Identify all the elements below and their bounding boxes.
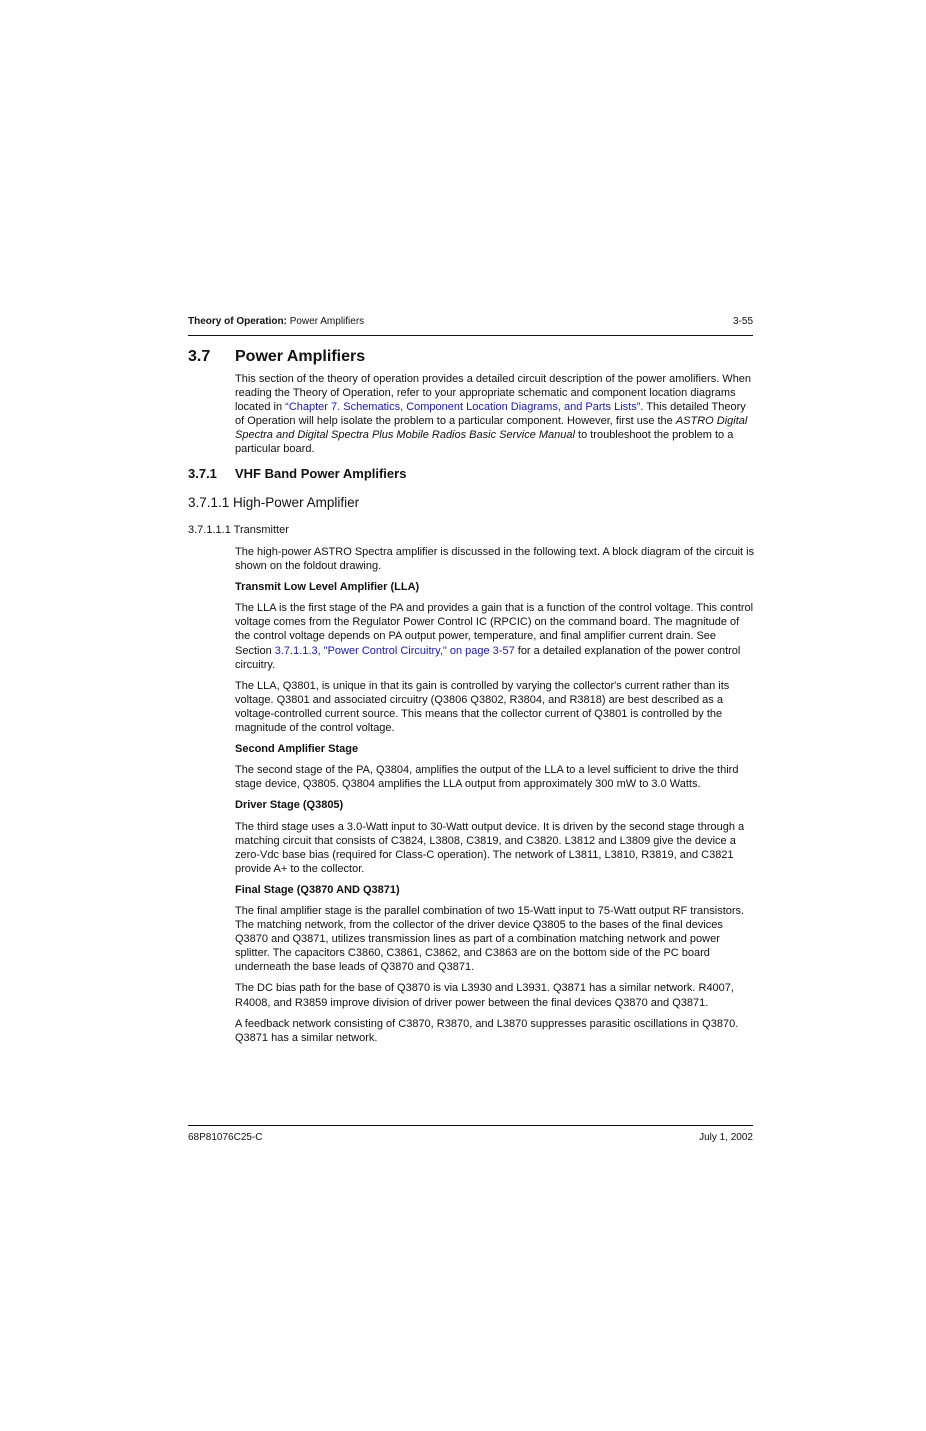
intro-text-3: to troubleshoot the problem to a particular board. <box>235 429 734 456</box>
section-heading <box>188 348 365 366</box>
header-page-number: 3-55 <box>732 316 753 327</box>
header-section <box>188 316 364 327</box>
driver-stage-heading: Driver Stage (Q3805) <box>235 799 344 812</box>
second-stage-heading: Second Amplifier Stage <box>235 743 359 756</box>
footer-doc-number: 68P81076C25-C <box>188 1132 263 1143</box>
lla-text-1: The LLA is the first stage of the PA and provides a gain that is a function of the control voltage. This control voltage comes from the Regulator Power Control IC (RPCIC) on the command board. The magnitude of the control voltage depends on PA output power, temperature, and final amplifier current drain. See Section <box>235 602 754 657</box>
power-control-link[interactable]: 3.7.1.1.3, "Power Control Circuitry," on page 3-57 <box>274 644 515 657</box>
header-rule <box>188 335 753 336</box>
footer-rule <box>188 1125 753 1126</box>
section-number: 3.7 <box>188 348 211 365</box>
subsection-heading <box>188 466 406 481</box>
final-stage-paragraph-2: The DC bias path for the base of Q3870 is via L3930 and L3931. Q3871 has a similar network. R4007, R4008, and R3859 improve division of driver power between the final devices Q3870 and Q3871. <box>235 982 734 1009</box>
subsection-number: 3.7.1 <box>188 466 217 481</box>
second-stage-paragraph: The second stage of the PA, Q3804, amplifies the output of the LLA to a level sufficient to drive the third stage device, Q3805. Q3804 amplifies the LLA output from approximately 300 mW to 3.0 Watts. <box>235 764 739 791</box>
footer-date: July 1, 2002 <box>699 1132 753 1143</box>
final-stage-paragraph-1: The final amplifier stage is the parallel combination of two 15-Watt input to 75-Watt output RF transistors. The matching network, from the collector of the driver device Q3805 to the bases of the final devices Q3870 and Q3871, utilizes transmission lines as part of a combination matching network and power splitter. The capacitors C3860, C3861, C3862, and C3863 are on the bottom side of the PC board underneath the base leads of Q3870 and Q3871. <box>235 904 745 974</box>
transmitter-intro: The high-power ASTRO Spectra amplifier is discussed in the following text. A block diagram of the circuit is shown on the foldout drawing. <box>235 546 755 573</box>
chapter7-link[interactable]: “Chapter 7. Schematics, Component Location Diagrams, and Parts Lists” <box>285 401 641 414</box>
running-header <box>188 316 753 332</box>
intro-paragraph <box>235 372 755 457</box>
subsection-title: VHF Band Power Amplifiers <box>235 466 407 481</box>
final-stage-paragraph-3: A feedback network consisting of C3870, R3870, and L3870 suppresses parasitic oscillations in Q3870. Q3871 has a similar network. <box>235 1017 739 1044</box>
subsubsection-heading: 3.7.1.1 High-Power Amplifier <box>188 495 360 510</box>
lla-heading: Transmit Low Level Amplifier (LLA) <box>235 581 420 594</box>
driver-stage-paragraph: The third stage uses a 3.0-Watt input to 30-Watt output device. It is driven by the second stage through a matching circuit that consists of C3824, L3808, C3819, and C3820. L3812 and L3809 give the device a zero-Vdc base bias (required for Class-C operation). The network of L3811, L3810, R3819, and C3821 provide A+ to the collector. <box>235 820 745 875</box>
manual-title: ASTRO Digital Spectra and Digital Spectra Plus Mobile Radios Basic Service Manual <box>235 415 748 442</box>
header-section-label: Theory of Operation: <box>188 316 287 327</box>
intro-text-2: . This detailed Theory of Operation will help isolate the problem to a particular component. However, first use the <box>235 401 746 428</box>
lla-text-2: for a detailed explanation of the power control circuitry. <box>235 644 741 671</box>
final-stage-heading: Final Stage (Q3870 AND Q3871) <box>235 883 400 896</box>
section-title: Power Amplifiers <box>235 348 366 365</box>
lla-paragraph-1 <box>235 601 755 671</box>
header-section-title: Power Amplifiers <box>289 316 365 327</box>
transmitter-heading: 3.7.1.1.1 Transmitter <box>188 524 289 536</box>
lla-paragraph-2: The LLA, Q3801, is unique in that its gain is controlled by varying the collector's current rather than its voltage. Q3801 and associated circuitry (Q3806 Q3802, R3804, and R3818) are best described as a voltage-controlled current source. This means that the collector current of Q3801 is controlled by the magnitude of the control voltage. <box>235 679 730 735</box>
intro-text-1: This section of the theory of operation provides a detailed circuit description of the power amolifiers. When reading the Theory of Operation, refer to your appropriate schematic and component location diagrams located in <box>235 373 752 414</box>
transmitter-body <box>235 545 755 1052</box>
section-intro <box>235 372 755 464</box>
